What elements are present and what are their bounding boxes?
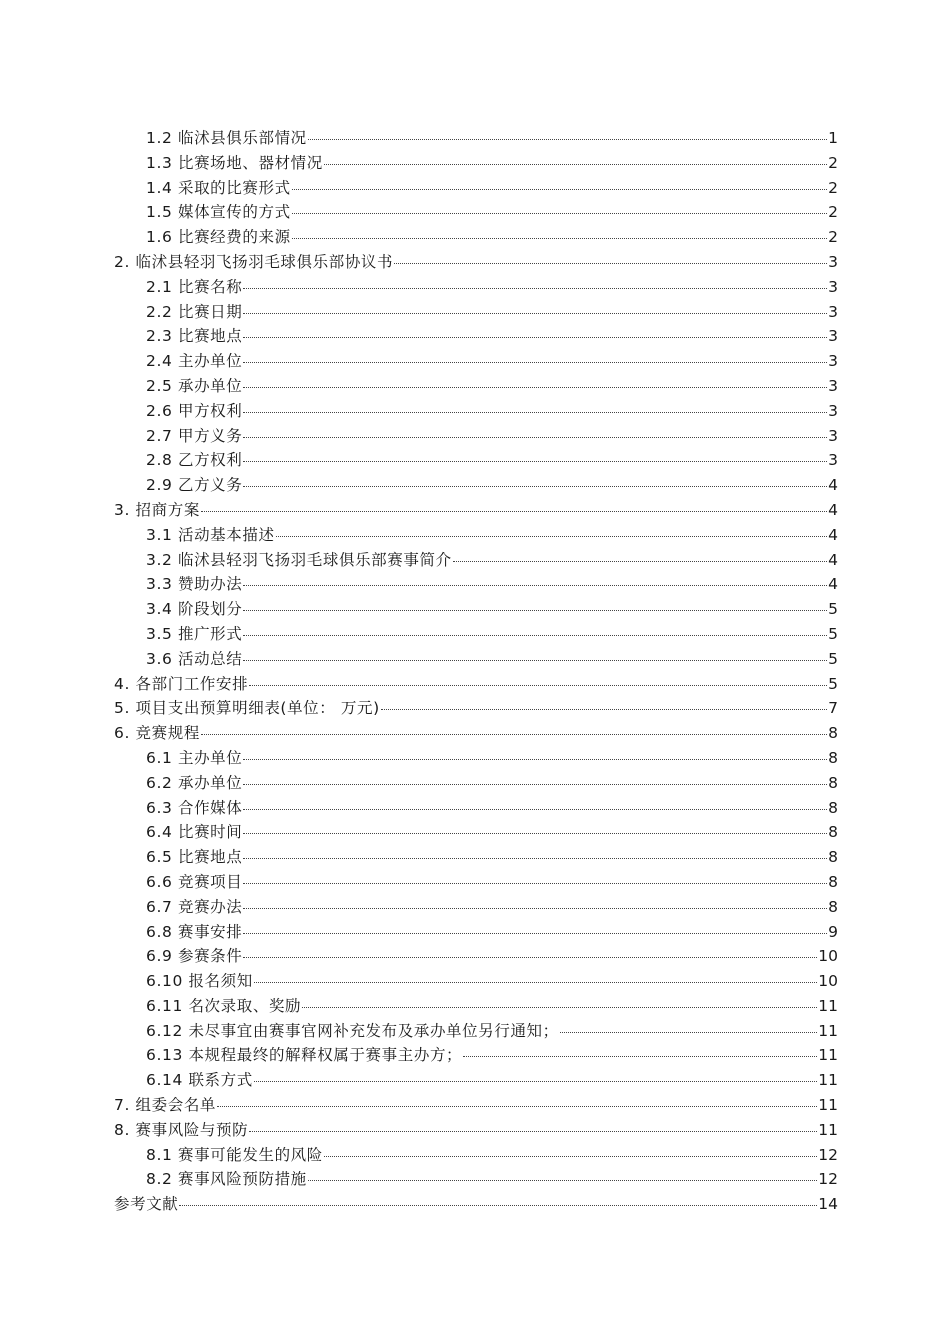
toc-page-number: 1 — [828, 129, 838, 147]
toc-dot-leader — [201, 734, 827, 735]
toc-page-number: 8 — [828, 872, 838, 891]
toc-entry[interactable] — [114, 498, 838, 523]
toc-page-number: 3 — [828, 451, 838, 470]
toc-dot-leader — [254, 1081, 817, 1082]
toc-page-number: 11 — [818, 1120, 838, 1139]
toc-dot-leader — [276, 536, 828, 537]
toc-entry-title: 2.9 乙方义务 — [146, 476, 243, 495]
toc-entry-title: 8. 赛事风险与预防 — [114, 1120, 249, 1139]
toc-entry[interactable] — [114, 151, 838, 176]
toc-page-number: 10 — [818, 947, 838, 966]
toc-dot-leader — [243, 759, 827, 760]
toc-entry[interactable] — [114, 672, 838, 697]
toc-entry[interactable] — [114, 548, 838, 573]
toc-page-number: 11 — [818, 996, 838, 1015]
toc-page-number: 8 — [828, 748, 838, 767]
toc-dot-leader — [292, 189, 827, 190]
toc-dot-leader — [394, 263, 827, 264]
toc-entry-title: 2.4 主办单位 — [146, 352, 243, 371]
toc-entry-title: 2.5 承办单位 — [146, 376, 243, 395]
toc-entry-title: 2.3 比赛地点 — [146, 327, 243, 346]
toc-page-number: 8 — [828, 724, 838, 743]
toc-dot-leader — [243, 461, 827, 462]
toc-entry-title: 3.6 活动总结 — [146, 649, 243, 668]
toc-dot-leader — [308, 1180, 817, 1181]
toc-dot-leader — [243, 833, 827, 834]
toc-dot-leader — [324, 1156, 817, 1157]
toc-entry-title: 参考文献 — [114, 1195, 179, 1214]
toc-dot-leader — [243, 486, 827, 487]
toc-dot-leader — [292, 213, 827, 214]
toc-page-number: 11 — [818, 1071, 838, 1090]
toc-page-number: 11 — [818, 1096, 838, 1115]
toc-entry-title: 6.4 比赛时间 — [146, 823, 243, 842]
toc-dot-leader — [463, 1056, 817, 1057]
toc-entry[interactable] — [114, 1068, 838, 1093]
toc-entry[interactable] — [114, 225, 838, 250]
toc-entry[interactable] — [114, 721, 838, 746]
toc-entry[interactable] — [114, 250, 838, 275]
toc-entry-title: 3.4 阶段划分 — [146, 600, 243, 619]
toc-page-number: 4 — [828, 525, 838, 544]
toc-entry[interactable] — [114, 448, 838, 473]
toc-entry-title: 5. 项目支出预算明细表(单位： 万元) — [114, 699, 380, 718]
toc-page-number: 12 — [818, 1145, 838, 1164]
toc-entry-title: 2.8 乙方权利 — [146, 451, 243, 470]
table-of-contents — [114, 126, 838, 1217]
toc-page-number: 8 — [828, 773, 838, 792]
toc-dot-leader — [560, 1032, 818, 1033]
toc-entry-title: 8.1 赛事可能发生的风险 — [146, 1145, 323, 1164]
toc-dot-leader — [243, 585, 827, 586]
toc-entry-title: 3. 招商方案 — [114, 500, 200, 519]
toc-page-number: 3 — [828, 401, 838, 420]
toc-entry-title: 7. 组委会名单 — [114, 1096, 217, 1115]
toc-entry-title: 1.6 比赛经费的来源 — [146, 228, 291, 247]
toc-page-number: 9 — [828, 922, 838, 941]
toc-entry-title: 6.3 合作媒体 — [146, 798, 243, 817]
toc-entry[interactable] — [114, 324, 838, 349]
toc-entry[interactable] — [114, 870, 838, 895]
toc-entry-title: 3.5 推广形式 — [146, 624, 243, 643]
toc-entry-title: 6.10 报名须知 — [146, 972, 253, 991]
toc-entry[interactable] — [114, 771, 838, 796]
toc-dot-leader — [243, 313, 827, 314]
toc-page-number: 4 — [828, 500, 838, 519]
toc-entry-title: 6.14 联系方式 — [146, 1071, 253, 1090]
toc-entry-title: 1.3 比赛场地、器材情况 — [146, 153, 323, 172]
toc-entry[interactable] — [114, 944, 838, 969]
toc-page-number: 5 — [828, 600, 838, 619]
toc-page-number: 5 — [828, 649, 838, 668]
toc-entry-title: 6.2 承办单位 — [146, 773, 243, 792]
toc-entry[interactable] — [114, 1143, 838, 1168]
toc-page-number: 11 — [818, 1021, 838, 1040]
toc-entry[interactable] — [114, 796, 838, 821]
toc-dot-leader — [381, 709, 827, 710]
toc-dot-leader — [243, 610, 827, 611]
toc-entry-title: 3.3 赞助办法 — [146, 575, 243, 594]
toc-dot-leader — [243, 784, 827, 785]
toc-entry[interactable] — [114, 1093, 838, 1118]
toc-dot-leader — [243, 809, 827, 810]
toc-entry-title: 2.6 甲方权利 — [146, 401, 243, 420]
toc-entry[interactable] — [114, 200, 838, 225]
toc-page-number: 5 — [828, 674, 838, 693]
toc-entry-title: 2.7 甲方义务 — [146, 426, 243, 445]
toc-entry-title: 6.7 竞赛办法 — [146, 897, 243, 916]
toc-page-number: 3 — [828, 426, 838, 445]
toc-entry[interactable] — [114, 845, 838, 870]
toc-dot-leader — [324, 164, 827, 165]
toc-entry-title: 6.5 比赛地点 — [146, 848, 243, 867]
toc-dot-leader — [243, 437, 827, 438]
toc-entry-title: 3.1 活动基本描述 — [146, 525, 275, 544]
toc-page-number: 11 — [818, 1046, 838, 1065]
toc-dot-leader — [243, 957, 817, 958]
toc-dot-leader — [453, 561, 827, 562]
toc-entry-title: 6.12 未尽事宜由赛事官网补充发布及承办单位另行通知； — [146, 1021, 559, 1040]
toc-entry-title: 6.9 参赛条件 — [146, 947, 243, 966]
toc-entry[interactable] — [114, 1167, 838, 1192]
toc-page-number: 8 — [828, 897, 838, 916]
toc-dot-leader — [308, 139, 827, 140]
toc-entry-title: 1.5 媒体宣传的方式 — [146, 203, 291, 222]
toc-page-number: 12 — [818, 1170, 838, 1189]
toc-dot-leader — [292, 238, 827, 239]
toc-page-number: 3 — [828, 252, 838, 271]
toc-entry[interactable] — [114, 572, 838, 597]
toc-page-number: 7 — [828, 699, 838, 718]
toc-entry-title: 2.2 比赛日期 — [146, 302, 243, 321]
toc-entry[interactable] — [114, 473, 838, 498]
toc-page-number: 8 — [828, 848, 838, 867]
toc-entry[interactable] — [114, 126, 838, 151]
toc-dot-leader — [249, 685, 827, 686]
toc-entry[interactable] — [114, 176, 838, 201]
toc-dot-leader — [243, 883, 827, 884]
toc-dot-leader — [249, 1131, 817, 1132]
toc-dot-leader — [243, 288, 827, 289]
toc-entry-title: 6.1 主办单位 — [146, 748, 243, 767]
toc-page-number: 3 — [828, 302, 838, 321]
toc-entry[interactable] — [114, 275, 838, 300]
toc-entry[interactable] — [114, 622, 838, 647]
toc-page-number: 4 — [828, 575, 838, 594]
toc-entry-title: 2.1 比赛名称 — [146, 277, 243, 296]
toc-page-number: 2 — [828, 228, 838, 247]
toc-page-number: 4 — [828, 550, 838, 569]
toc-entry-title: 2. 临沭县轻羽飞扬羽毛球俱乐部协议书 — [114, 252, 394, 271]
toc-page-number: 8 — [828, 798, 838, 817]
toc-page-number: 2 — [828, 203, 838, 222]
toc-dot-leader — [243, 933, 827, 934]
toc-entry-title: 1.2 临沭县俱乐部情况 — [146, 129, 307, 147]
toc-dot-leader — [243, 362, 827, 363]
toc-dot-leader — [179, 1205, 817, 1206]
toc-entry[interactable] — [114, 820, 838, 845]
toc-page-number: 8 — [828, 823, 838, 842]
toc-page-number: 4 — [828, 476, 838, 495]
toc-dot-leader — [243, 660, 827, 661]
toc-entry[interactable] — [114, 424, 838, 449]
toc-entry[interactable] — [114, 696, 838, 721]
toc-page-number: 10 — [818, 972, 838, 991]
toc-entry-title: 3.2 临沭县轻羽飞扬羽毛球俱乐部赛事简介 — [146, 550, 452, 569]
toc-dot-leader — [243, 412, 827, 413]
toc-page-number: 3 — [828, 327, 838, 346]
toc-entry[interactable] — [114, 399, 838, 424]
toc-entry[interactable] — [114, 374, 838, 399]
toc-dot-leader — [243, 337, 827, 338]
toc-entry-title: 6. 竞赛规程 — [114, 724, 200, 743]
toc-page-number: 3 — [828, 277, 838, 296]
toc-page-number: 2 — [828, 178, 838, 197]
toc-entry-title: 1.4 采取的比赛形式 — [146, 178, 291, 197]
toc-dot-leader — [254, 982, 817, 983]
toc-entry[interactable] — [114, 300, 838, 325]
toc-entry-title: 6.8 赛事安排 — [146, 922, 243, 941]
toc-page-number: 3 — [828, 376, 838, 395]
toc-dot-leader — [243, 908, 827, 909]
toc-entry[interactable] — [114, 1192, 838, 1217]
toc-dot-leader — [217, 1106, 817, 1107]
toc-dot-leader — [243, 858, 827, 859]
toc-entry-title: 6.11 名次录取、奖励 — [146, 996, 302, 1015]
toc-entry-title: 6.13 本规程最终的解释权属于赛事主办方； — [146, 1046, 463, 1065]
toc-entry[interactable] — [114, 969, 838, 994]
toc-entry[interactable] — [114, 1043, 838, 1068]
toc-entry[interactable] — [114, 647, 838, 672]
toc-entry[interactable] — [114, 1019, 838, 1044]
toc-entry[interactable] — [114, 746, 838, 771]
toc-page-number: 14 — [818, 1195, 838, 1214]
toc-entry[interactable] — [114, 920, 838, 945]
toc-page-number: 3 — [828, 352, 838, 371]
toc-dot-leader — [201, 511, 827, 512]
toc-entry[interactable] — [114, 523, 838, 548]
toc-dot-leader — [243, 387, 827, 388]
toc-dot-leader — [302, 1007, 817, 1008]
toc-entry-title: 8.2 赛事风险预防措施 — [146, 1170, 307, 1189]
toc-entry[interactable] — [114, 349, 838, 374]
toc-entry[interactable] — [114, 994, 838, 1019]
toc-entry-title: 6.6 竞赛项目 — [146, 872, 243, 891]
toc-dot-leader — [243, 635, 827, 636]
toc-entry[interactable] — [114, 1118, 838, 1143]
toc-page-number: 2 — [828, 153, 838, 172]
toc-entry[interactable] — [114, 895, 838, 920]
toc-page-number: 5 — [828, 624, 838, 643]
toc-entry-title: 4. 各部门工作安排 — [114, 674, 249, 693]
toc-entry[interactable] — [114, 597, 838, 622]
